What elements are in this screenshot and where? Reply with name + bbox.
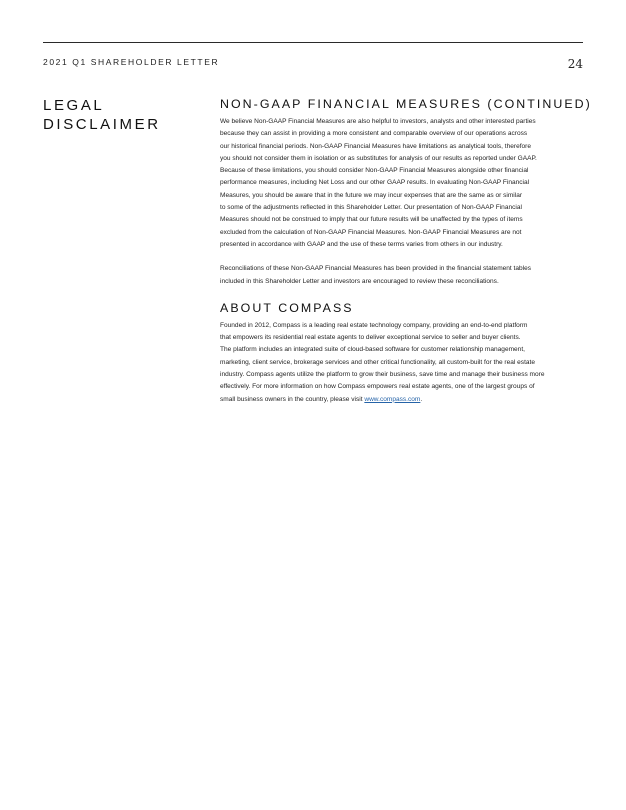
compass-website-link[interactable]: www.compass.com (364, 395, 421, 403)
text-line: marketing, client service, brokerage services and other critical functionality, all custom-built for the real estate (220, 358, 535, 366)
text-line: you should not consider them in isolation or as substitutes for analysis of our results as reported under GAAP. (220, 154, 537, 162)
text-line: our historical financial periods. Non-GAAP Financial Measures have limitations as analytical tools, therefore (220, 142, 532, 150)
text-line: Because of these limitations, you should consider Non-GAAP Financial Measures alongside other financial (220, 167, 529, 175)
text-line: Founded in 2012, Compass is a leading real estate technology company, providing an end-to-end platform (220, 321, 528, 329)
text-line: industry. Compass agents utilize the platform to grow their business, save time and manage their business more (220, 371, 545, 379)
text-line: Reconciliations of these Non-GAAP Financial Measures has been provided in the financial statement tables (220, 265, 532, 273)
section-label-line-2: DISCLAIMER (43, 116, 161, 133)
text-line: effectively. For more information on how Compass empowers real estate agents, one of the largest groups of (220, 383, 535, 391)
page-number: 24 (567, 57, 583, 71)
text-line: because they can assist in providing a more consistent and comparable overview of our operations across (220, 130, 528, 138)
main-content (220, 96, 592, 406)
text-line: excluded from the calculation of Non-GAAP Financial Measures. Non-GAAP Financial Measures are not (220, 228, 522, 236)
text-line: We believe Non-GAAP Financial Measures are also helpful to investors, analysts and other interested parties (220, 118, 536, 125)
text-line: Measures should not be construed to imply that our future results will be unaffected by the types of items (220, 216, 523, 224)
section-label (43, 96, 193, 134)
section-label-line-1: LEGAL (43, 97, 105, 114)
text-line: The platform includes an integrated suite of cloud-based software for customer relationship management, (220, 346, 525, 354)
non-gaap-heading: NON-GAAP FINANCIAL MEASURES (CONTINUED) (220, 97, 592, 111)
text-line: performance measures, including Net Loss and our other GAAP results. In evaluating Non-GAAP Financial (220, 179, 530, 187)
text-line: to some of the adjustments reflected in this Shareholder Letter. Our presentation of Non-GAAP Financial (220, 204, 522, 212)
non-gaap-paragraph-2 (220, 263, 585, 288)
text-line-last (220, 394, 585, 406)
text-line-prefix: small business owners in the country, please visit (220, 395, 365, 403)
non-gaap-paragraph-1 (220, 116, 585, 251)
text-line-suffix: . (420, 395, 423, 403)
text-line: presented in accordance with GAAP and the use of these terms varies from others in our industry. (220, 240, 503, 248)
text-line: that empowers its residential real estate agents to deliver exceptional service to seller and buyer clients. (220, 334, 521, 342)
about-compass-paragraph (220, 320, 585, 406)
document-title: 2021 Q1 SHAREHOLDER LETTER (43, 57, 220, 67)
text-line: included in this Shareholder Letter and investors are encouraged to review these reconciliations. (220, 277, 499, 285)
text-line: Measures, you should be aware that in the future we may incur expenses that are the same as or similar (220, 191, 523, 199)
about-compass-heading: ABOUT COMPASS (220, 300, 354, 315)
header-rule (43, 42, 583, 43)
